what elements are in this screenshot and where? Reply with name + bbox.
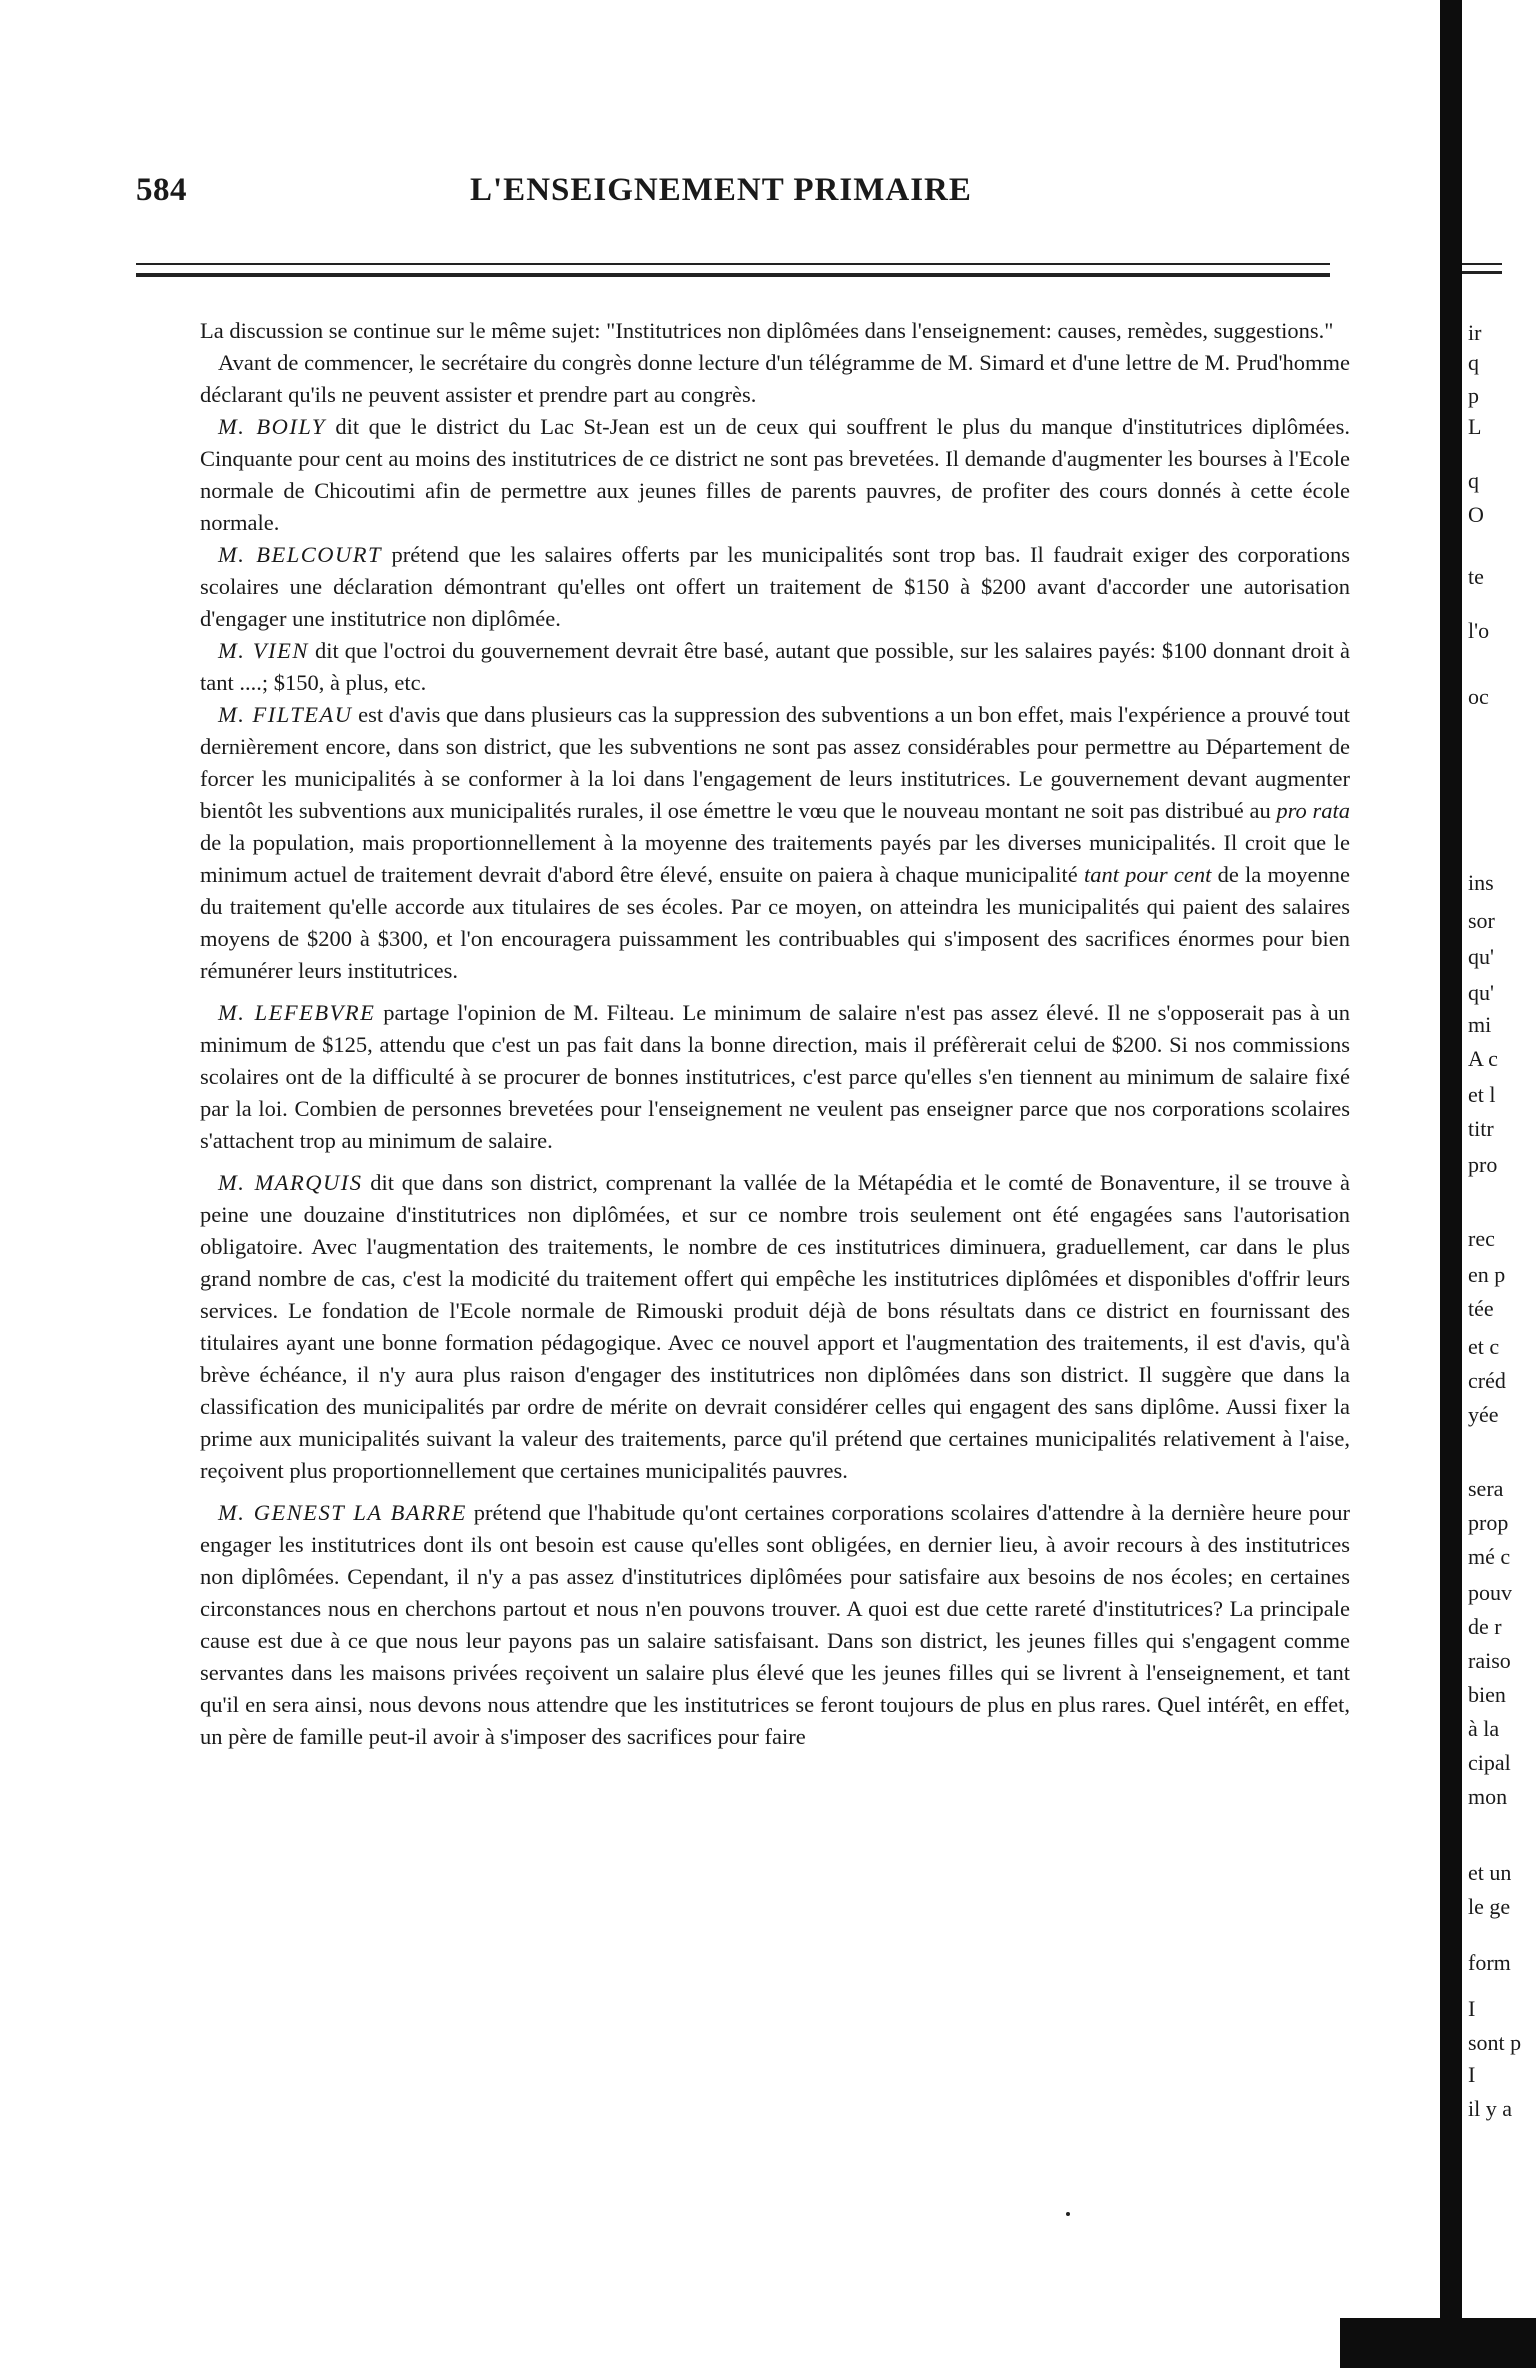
speaker-name: M. MARQUIS [218, 1170, 363, 1195]
next-page-rule [1462, 263, 1502, 274]
scan-border [1340, 2318, 1536, 2368]
speaker-name: M. GENEST LA BARRE [218, 1500, 467, 1525]
paragraph-text: prétend que l'habitude qu'ont certaines corporations scolaires d'attendre à la dernière heure pour engager les institutrices dont ils ont besoin est cause qu'elles sont obligées, en dernier lieu, à avoir recours à des institutrices non diplômées. Cependant, il n'y a pas assez d'institutrices diplômées pour satisfaire aux besoins de nos écoles; en certaines circonstances nous en cherchons partout et nous n'en pouvons trouver. A quoi est due cette rareté d'institutrices? La principale cause est due à ce que nous leur payons pas un salaire satisfaisant. Dans son district, les jeunes filles qui s'engagent comme servantes dans les maisons privées reçoivent un salaire plus élevé que les jeunes filles qui se livrent à l'enseignement, et tant qu'il en sera ainsi, nous devons nous attendre que les institutrices se feront toujours de plus en plus rares. Quel intérêt, en effet, un père de famille peut-il avoir à s'imposer des sacrifices pour faire [200, 1500, 1351, 1749]
next-page-text-fragment: O [1468, 502, 1484, 527]
next-page-text-fragment: qu' [1468, 980, 1494, 1005]
paragraph [200, 1167, 1350, 1487]
paragraph [200, 635, 1350, 699]
paragraph [200, 699, 1350, 987]
paragraph [200, 315, 1350, 347]
next-page-text-fragment: sor [1468, 908, 1495, 933]
next-page-text-fragment: I [1468, 1996, 1476, 2021]
next-page-text-fragment: cipal [1468, 1750, 1511, 1775]
next-page-text-fragment: pro [1468, 1152, 1498, 1177]
paragraph-text: dit que l'octroi du gouvernement devrait être basé, autant que possible, sur les salaires payés: $100 donnant droit à tant ....; $150, à plus, etc. [200, 638, 1350, 695]
paragraph [200, 1497, 1350, 1753]
paragraph-text: dit que le district du Lac St-Jean est un de ceux qui souffrent le plus du manque d'institutrices diplômées. Cinquante pour cent au moins des institutrices de ce district ne sont pas brevetées. Il demande d'augmenter les bourses à l'Ecole normale de Chicoutimi afin de permettre aux jeunes filles de parents pauvres, de profiter des cours donnés à cette école normale. [200, 414, 1350, 535]
next-page-text-fragment: raiso [1468, 1648, 1511, 1673]
paragraph-text: dit que dans son district, comprenant la vallée de la Métapédia et le comté de Bonaventure, il se trouve à peine une douzaine d'institutrices non diplômées, et sur ce nombre trois seulement ont été engagées sans l'autorisation obligatoire. Avec l'augmentation des traitements, le nombre de ces institutrices diminuera, graduellement, car dans le plus grand nombre de cas, c'est la modicité du traitement offert qui empêche les institutrices diplômées et disponibles d'offrir leurs services. Le fondation de l'Ecole normale de Rimouski produit déjà de bons résultats dans ce district en fournissant des titulaires ayant une bonne formation pédagogique. Avec ce nouvel apport et l'augmentation des traitements, il est d'avis, qu'à brève échéance, il n'y aura plus raison d'engager des institutrices non diplômées dans son district. Il suggère que dans la classification des municipalités par ordre de mérite on devrait considérer celles qui engagent des sans diplôme. Aussi fixer la prime aux municipalités suivant la valeur des traitements, parce qu'il prétend que certaines municipalités relativement à l'aise, reçoivent plus proportionnellement que certaines municipalités pauvres. [200, 1170, 1350, 1483]
body-text [200, 315, 1350, 1753]
next-page-text-fragment: le ge [1468, 1894, 1511, 1919]
next-page-text-fragment: ir [1468, 320, 1482, 345]
next-page-text-fragment: oc [1468, 684, 1489, 709]
next-page-text-fragment: il y a [1468, 2096, 1512, 2121]
paragraph-text: La discussion se continue sur le même sujet: "Institutrices non diplômées dans l'enseignement: causes, remèdes, suggestions." [200, 318, 1334, 343]
next-page-text-fragment: l'o [1468, 618, 1490, 643]
page-gutter [1440, 0, 1462, 2368]
paragraph [200, 411, 1350, 539]
next-page-text-fragment: créd [1468, 1368, 1506, 1393]
next-page-text-fragment: rec [1468, 1226, 1495, 1251]
next-page-text-fragment: et un [1468, 1860, 1512, 1885]
next-page-text-fragment: mé c [1468, 1544, 1511, 1569]
next-page-text-fragment: p [1468, 383, 1479, 408]
next-page-text-fragment: q [1468, 350, 1479, 375]
paragraph [200, 539, 1350, 635]
running-head [136, 172, 1336, 220]
italic-phrase: tant pour cent [1083, 862, 1212, 887]
italic-phrase: pro rata [1276, 798, 1350, 823]
next-page-text-fragment: de r [1468, 1614, 1502, 1639]
next-page-text-fragment: te [1468, 564, 1484, 589]
header-rule [136, 263, 1330, 277]
next-page-text-fragment: titr [1468, 1116, 1494, 1141]
next-page-text-fragment: tée [1468, 1296, 1494, 1321]
next-page-text-fragment: I [1468, 2062, 1476, 2087]
page-number: 584 [136, 172, 187, 208]
page-title: L'ENSEIGNEMENT PRIMAIRE [470, 172, 972, 208]
next-page-text-fragment: form [1468, 1950, 1511, 1975]
next-page-text-fragment: qu' [1468, 944, 1494, 969]
next-page-text-fragment: mon [1468, 1784, 1508, 1809]
next-page-text-fragment: à la [1468, 1716, 1500, 1741]
next-page-text-fragment: et c [1468, 1334, 1500, 1359]
next-page-text-fragment: et l [1468, 1082, 1496, 1107]
next-page-text-fragment: A c [1468, 1046, 1498, 1071]
next-page-text-fragment: ins [1468, 870, 1494, 895]
next-page-text-fragment: en p [1468, 1262, 1506, 1287]
next-page-text-fragment: pouv [1468, 1580, 1512, 1605]
next-page-text-fragment: sont p [1468, 2030, 1522, 2055]
paragraph-text: est d'avis que dans plusieurs cas la suppression des subventions a un bon effet, mais l'expérience a prouvé tout dernièrement encore, dans son district, que les subventions ne sont pas assez considérables pour permettre au Département de forcer les municipalités à se conformer à la loi dans l'engagement de leurs institutrices. Le gouvernement devant augmenter bientôt les subventions aux municipalités rurales, il ose émettre le vœu que le nouveau montant ne soit pas distribué au [200, 702, 1351, 823]
speaker-name: M. BOILY [218, 414, 326, 439]
paragraph [200, 997, 1350, 1157]
next-page-text-fragment: bien [1468, 1682, 1506, 1707]
next-page-text-fragment: prop [1468, 1510, 1509, 1535]
next-page-text-fragment: L [1468, 414, 1482, 439]
speaker-name: M. LEFEBVRE [218, 1000, 376, 1025]
speaker-name: M. VIEN [218, 638, 309, 663]
next-page-fragment [1462, 0, 1536, 2318]
speaker-name: M. BELCOURT [218, 542, 383, 567]
paragraph-text: partage l'opinion de M. Filteau. Le minimum de salaire n'est pas assez élevé. Il ne s'opposerait pas à un minimum de $125, attendu que c'est un pas fait dans la bonne direction, mais il préfèrerait celui de $200. Si nos commissions scolaires ont de la difficulté à se procurer de bonnes institutrices, c'est parce qu'elles s'en tiennent au minimum de salaire fixé par la loi. Combien de personnes brevetées pour l'enseignement ne veulent pas enseigner parce que nos corporations scolaires s'attachent trop au minimum de salaire. [200, 1000, 1350, 1153]
next-page-text-fragment: sera [1468, 1476, 1504, 1501]
paragraph-text: de la population, mais proportionnellement à la moyenne des traitements payés par les diverses municipalités. Il croit que le minimum actuel de traitement devrait d'abord être élevé, ensuite on paiera à chaque municipalité [200, 830, 1350, 887]
paragraph [200, 347, 1350, 411]
speaker-name: M. FILTEAU [218, 702, 353, 727]
ink-dot [1066, 2212, 1070, 2216]
next-page-text-fragment: yée [1468, 1402, 1499, 1427]
paragraph-text: Avant de commencer, le secrétaire du congrès donne lecture d'un télégramme de M. Simard et d'une lettre de M. Prud'homme déclarant qu'ils ne peuvent assister et prendre part au congrès. [200, 350, 1350, 407]
next-page-text-fragment: mi [1468, 1012, 1492, 1037]
next-page-text-fragment: q [1468, 468, 1479, 493]
paragraph-text: prétend que les salaires offerts par les municipalités sont trop bas. Il faudrait exiger des corporations scolaires une déclaration démontrant qu'elles ont offert un traitement de $150 à $200 avant d'accorder une autorisation d'engager une institutrice non diplômée. [200, 542, 1350, 631]
paragraph-text: de la moyenne du traitement qu'elle accorde aux titulaires de ses écoles. Par ce moyen, on atteindra les municipalités qui paient des salaires moyens de $200 à $300, et l'on encouragera puissamment les contribuables qui s'imposent des sacrifices énormes pour bien rémunérer leurs institutrices. [200, 862, 1350, 983]
